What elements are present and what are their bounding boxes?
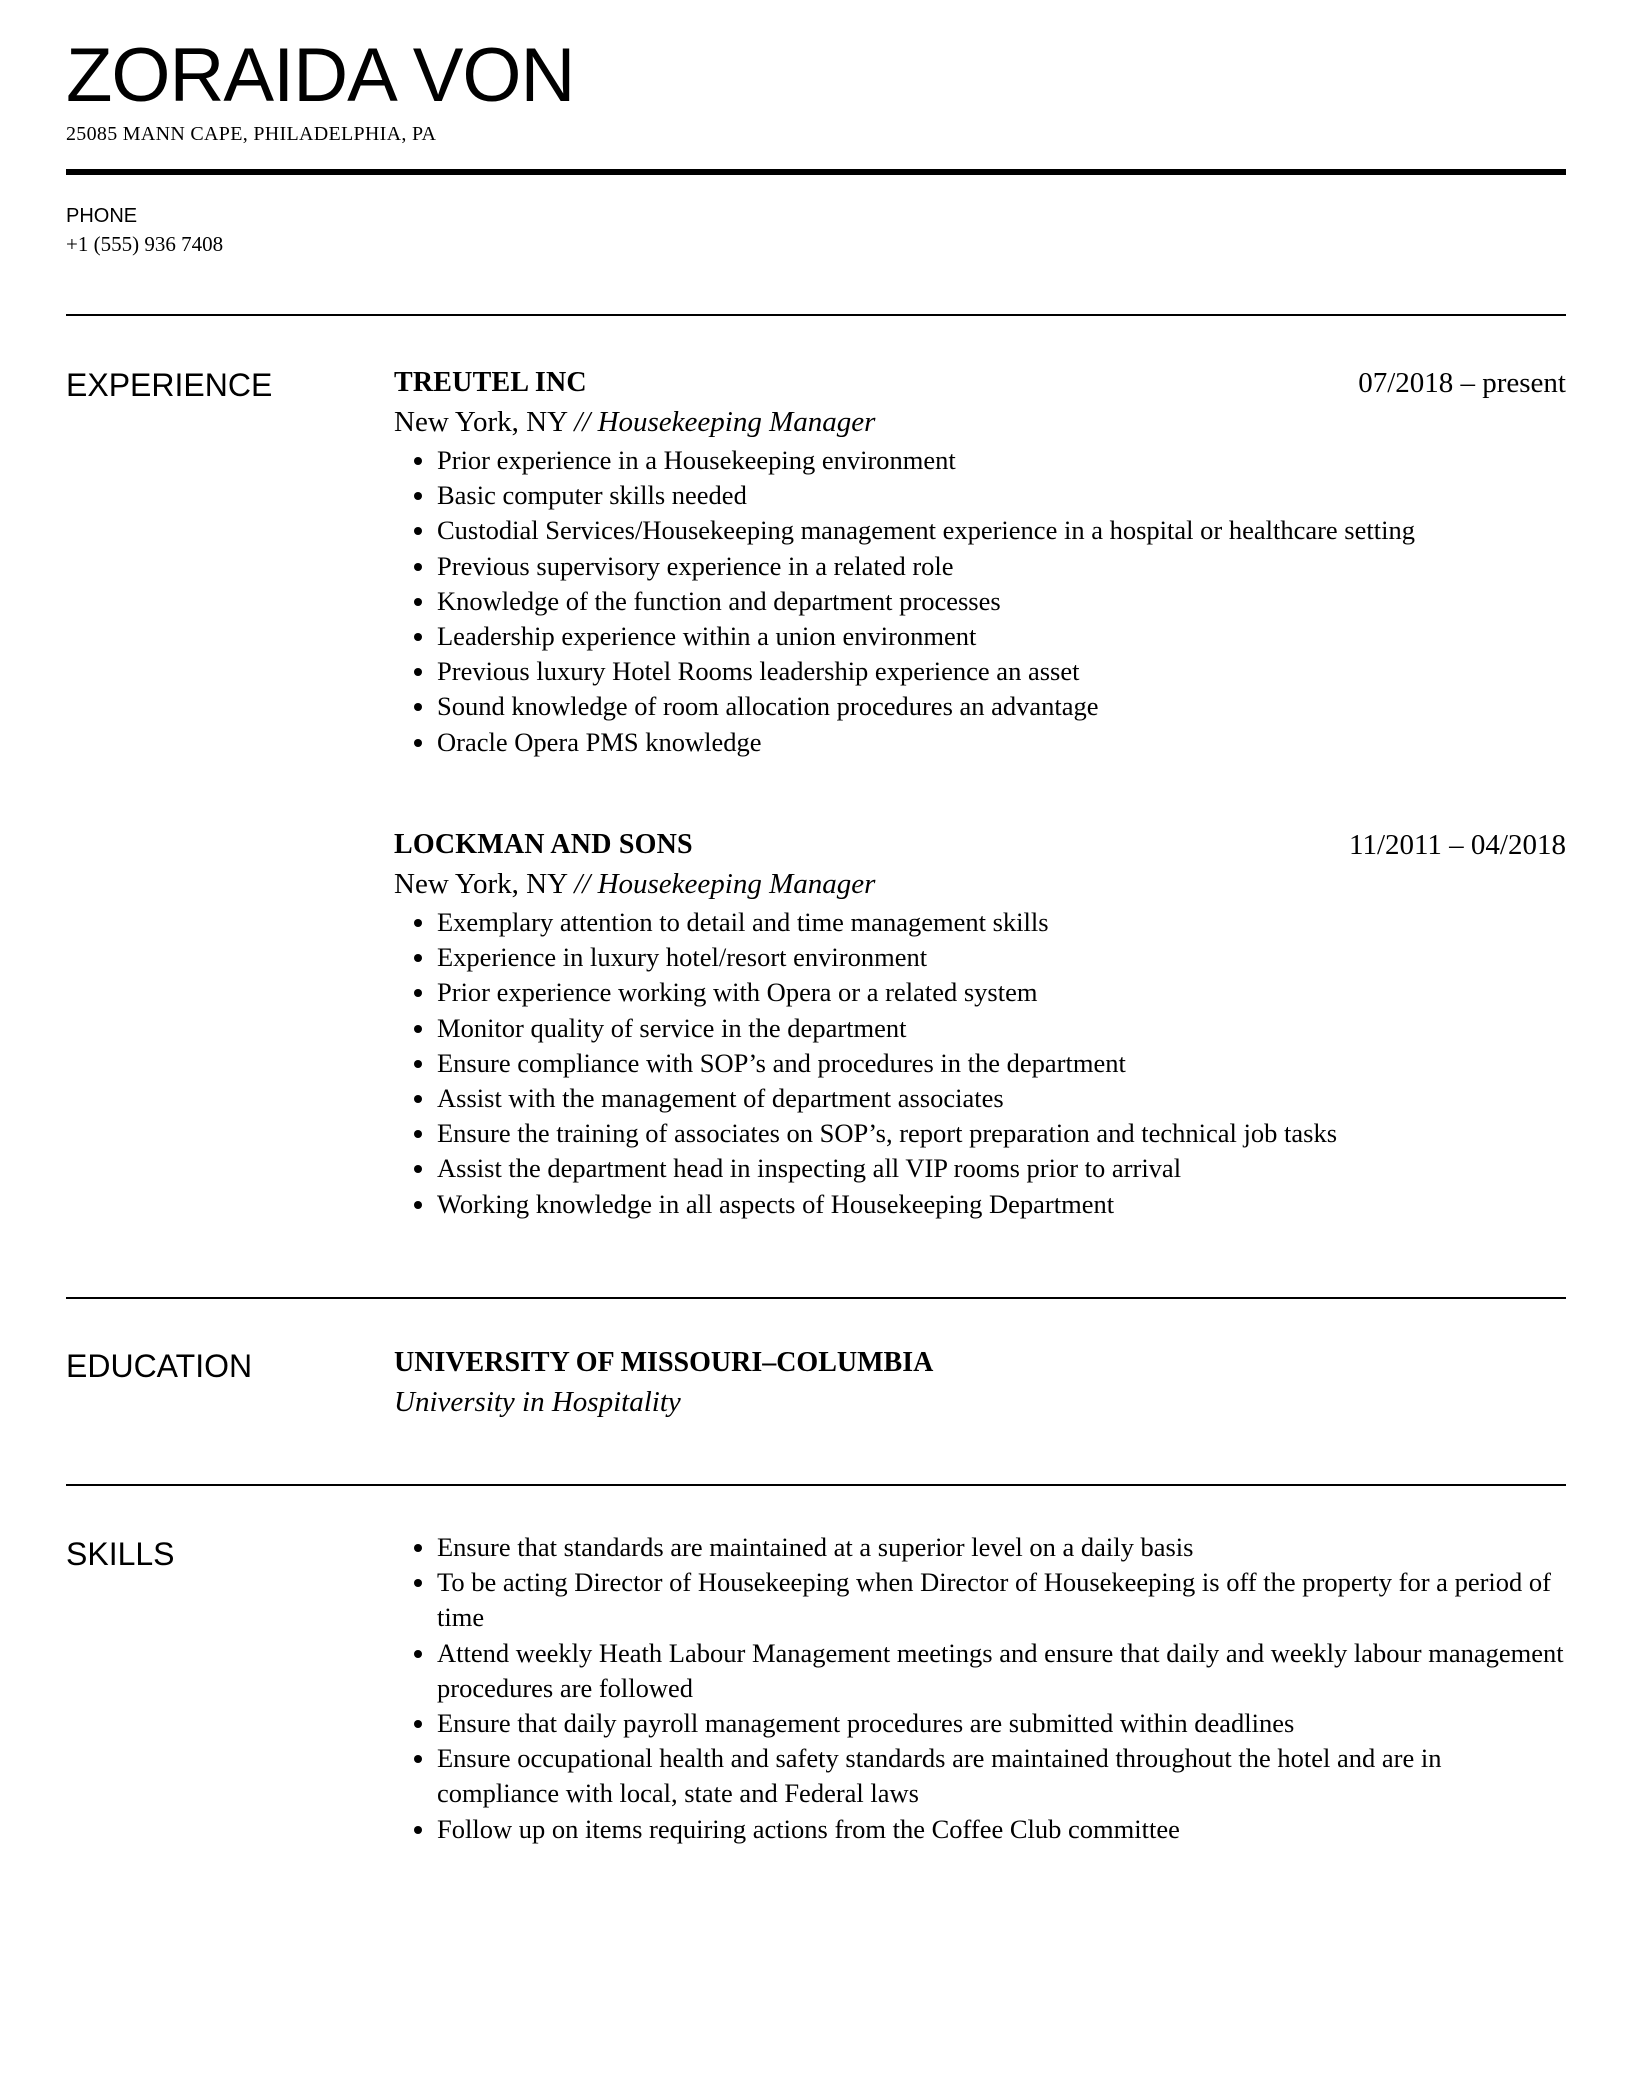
job-bullet: • Exemplary attention to detail and time management skills bbox=[437, 905, 1566, 940]
education-school: UNIVERSITY OF MISSOURI–COLUMBIA bbox=[394, 1347, 934, 1378]
skill-item: • Follow up on items requiring actions from the Coffee Club committee bbox=[437, 1812, 1566, 1847]
education-degree: University in Hospitality bbox=[394, 1386, 681, 1418]
job-bullet-list bbox=[394, 905, 1566, 1222]
phone-label: PHONE bbox=[66, 205, 138, 227]
candidate-address: 25085 MANN CAPE, PHILADELPHIA, PA bbox=[66, 123, 437, 145]
contact-divider bbox=[66, 314, 1566, 316]
job-header bbox=[394, 826, 1566, 864]
candidate-name: ZORAIDA VON bbox=[66, 33, 575, 118]
job-bullet: • Custodial Services/Housekeeping management experience in a hospital or healthcare setting bbox=[437, 513, 1566, 548]
job-bullet: • Assist the department head in inspecting all VIP rooms prior to arrival bbox=[437, 1151, 1566, 1186]
job-entry bbox=[394, 826, 1566, 1222]
experience-divider bbox=[66, 1297, 1566, 1299]
job-role: Housekeeping Manager bbox=[597, 406, 876, 438]
job-dates: 11/2011 – 04/2018 bbox=[1349, 829, 1566, 861]
job-bullet: • Monitor quality of service in the department bbox=[437, 1011, 1566, 1046]
job-bullet: • Ensure the training of associates on SOP’s, report preparation and technical job tasks bbox=[437, 1116, 1566, 1151]
job-subtitle bbox=[394, 402, 1566, 442]
job-bullet: • Sound knowledge of room allocation procedures an advantage bbox=[437, 689, 1566, 724]
job-separator: // bbox=[574, 406, 591, 438]
skills-heading: SKILLS bbox=[66, 1536, 175, 1572]
job-bullet: • Previous supervisory experience in a related role bbox=[437, 549, 1566, 584]
job-role: Housekeeping Manager bbox=[597, 868, 876, 900]
skills-entry bbox=[394, 1530, 1566, 1847]
job-header bbox=[394, 364, 1566, 402]
skill-item: • Attend weekly Heath Labour Management meetings and ensure that daily and weekly labour management procedures are followed bbox=[437, 1636, 1566, 1706]
job-location: New York, NY bbox=[394, 868, 567, 900]
job-bullet: • Previous luxury Hotel Rooms leadership experience an asset bbox=[437, 654, 1566, 689]
job-separator: // bbox=[574, 868, 591, 900]
job-bullet-list bbox=[394, 443, 1566, 760]
education-entry bbox=[394, 1344, 1566, 1422]
education-heading: EDUCATION bbox=[66, 1348, 253, 1384]
job-bullet: • Oracle Opera PMS knowledge bbox=[437, 725, 1566, 760]
skill-item: • Ensure that daily payroll management procedures are submitted within deadlines bbox=[437, 1706, 1566, 1741]
job-bullet: • Knowledge of the function and department processes bbox=[437, 584, 1566, 619]
job-bullet: • Assist with the management of department associates bbox=[437, 1081, 1566, 1116]
experience-heading: EXPERIENCE bbox=[66, 367, 273, 403]
job-bullet: • Experience in luxury hotel/resort environment bbox=[437, 940, 1566, 975]
skill-item: • To be acting Director of Housekeeping when Director of Housekeeping is off the property for a period of time bbox=[437, 1565, 1566, 1635]
job-entry bbox=[394, 364, 1566, 760]
job-bullet: • Basic computer skills needed bbox=[437, 478, 1566, 513]
skill-item: • Ensure occupational health and safety standards are maintained throughout the hotel and are in compliance with local, state and Federal laws bbox=[437, 1741, 1566, 1811]
job-dates: 07/2018 – present bbox=[1358, 367, 1566, 399]
skill-item: • Ensure that standards are maintained at a superior level on a daily basis bbox=[437, 1530, 1566, 1565]
skills-bullet-list bbox=[394, 1530, 1566, 1847]
phone-number: +1 (555) 936 7408 bbox=[66, 232, 224, 256]
job-bullet: • Prior experience working with Opera or a related system bbox=[437, 975, 1566, 1010]
job-bullet: • Working knowledge in all aspects of Housekeeping Department bbox=[437, 1187, 1566, 1222]
job-company: LOCKMAN AND SONS bbox=[394, 829, 693, 860]
job-location: New York, NY bbox=[394, 406, 567, 438]
header-divider bbox=[66, 169, 1566, 175]
job-bullet: • Prior experience in a Housekeeping environment bbox=[437, 443, 1566, 478]
job-company: TREUTEL INC bbox=[394, 367, 587, 398]
job-bullet: • Ensure compliance with SOP’s and procedures in the department bbox=[437, 1046, 1566, 1081]
education-divider bbox=[66, 1484, 1566, 1486]
job-bullet: • Leadership experience within a union environment bbox=[437, 619, 1566, 654]
job-subtitle bbox=[394, 864, 1566, 904]
